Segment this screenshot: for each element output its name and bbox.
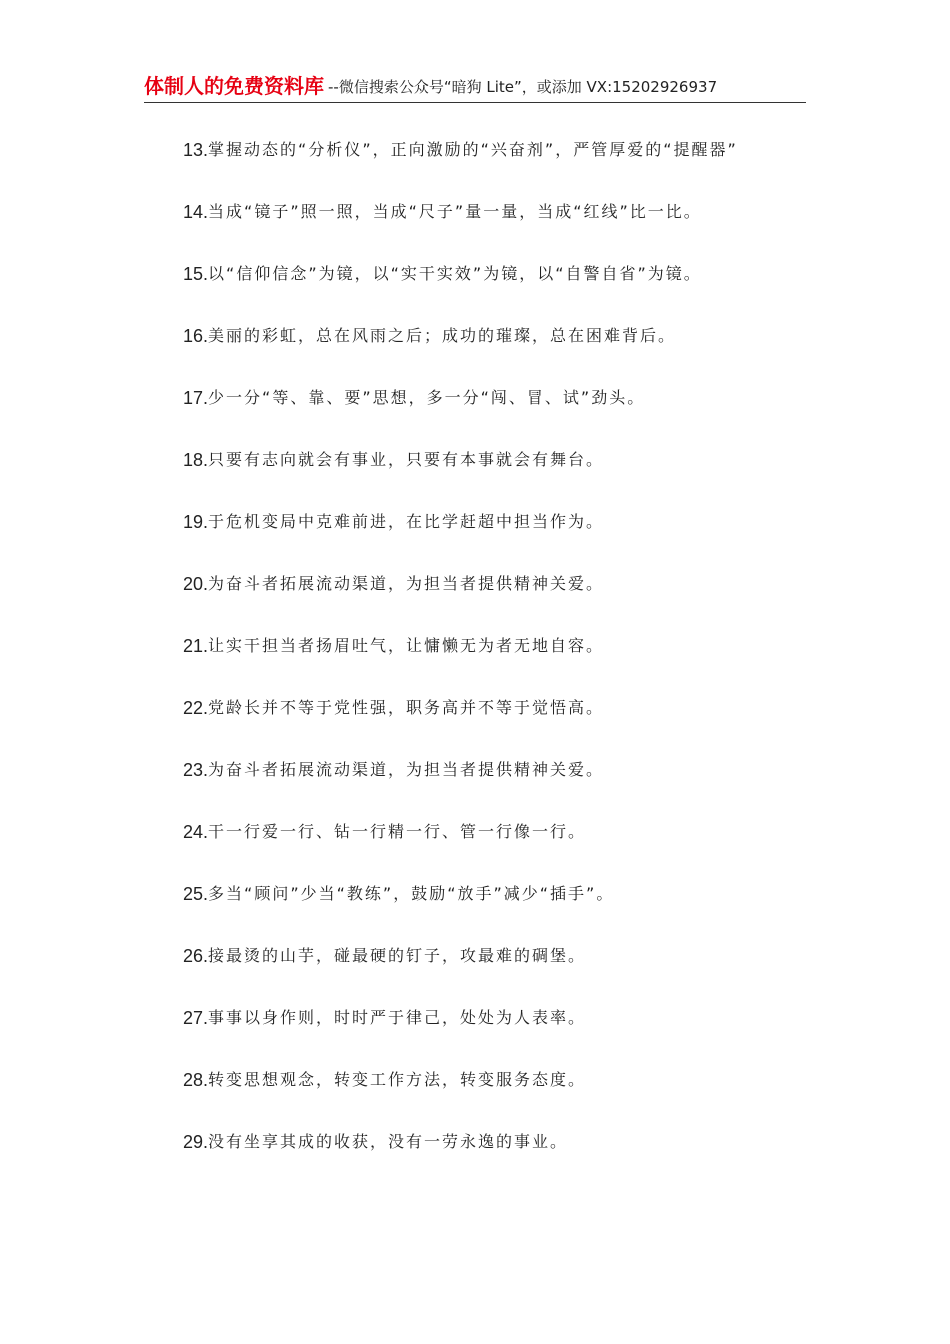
item-text: 没有坐享其成的收获，没有一劳永逸的事业。 — [208, 1132, 569, 1151]
item-number: 18. — [183, 450, 209, 470]
item-number: 23. — [183, 760, 209, 780]
item-number: 26. — [183, 946, 209, 966]
item-number: 29. — [183, 1132, 209, 1152]
list-item — [183, 200, 823, 262]
list-item — [183, 262, 823, 324]
item-text: 多当“顾问”少当“教练”，鼓励“放手”减少“插手”。 — [208, 884, 615, 903]
item-text: 转变思想观念，转变工作方法，转变服务态度。 — [208, 1070, 587, 1089]
list-item — [183, 324, 823, 386]
item-number: 22. — [183, 698, 209, 718]
item-number: 20. — [183, 574, 209, 594]
item-text: 党龄长并不等于党性强，职务高并不等于觉悟高。 — [208, 698, 605, 717]
item-text: 为奋斗者拓展流动渠道，为担当者提供精神关爱。 — [208, 760, 605, 779]
list-item — [183, 634, 823, 696]
item-number: 15. — [183, 264, 209, 284]
item-text: 让实干担当者扬眉吐气，让慵懒无为者无地自容。 — [208, 636, 605, 655]
list-item — [183, 510, 823, 572]
item-number: 27. — [183, 1008, 209, 1028]
item-number: 17. — [183, 388, 209, 408]
item-text: 当成“镜子”照一照，当成“尺子”量一量，当成“红线”比一比。 — [208, 202, 702, 221]
list-item — [183, 944, 823, 1006]
item-number: 28. — [183, 1070, 209, 1090]
list-item — [183, 386, 823, 448]
list-item — [183, 696, 823, 758]
item-number: 19. — [183, 512, 209, 532]
list-item — [183, 448, 823, 510]
header-contact-info: --微信搜索公众号“暗狗 Lite”，或添加 VX:15202926937 — [328, 78, 718, 96]
list-item — [183, 758, 823, 820]
list-item — [183, 820, 823, 882]
list-item — [183, 1130, 823, 1192]
list-item — [183, 572, 823, 634]
item-text: 美丽的彩虹，总在风雨之后；成功的璀璨，总在困难背后。 — [208, 326, 677, 345]
item-text: 事事以身作则，时时严于律己，处处为人表率。 — [208, 1008, 587, 1027]
item-text: 只要有志向就会有事业，只要有本事就会有舞台。 — [208, 450, 605, 469]
slogan-list — [183, 138, 823, 1192]
item-number: 21. — [183, 636, 209, 656]
list-item — [183, 1006, 823, 1068]
header-brand: 体制人的免费资料库 — [144, 74, 324, 98]
item-number: 14. — [183, 202, 209, 222]
item-number: 13. — [183, 140, 209, 160]
item-text: 以“信仰信念”为镜，以“实干实效”为镜，以“自警自省”为镜。 — [208, 264, 702, 283]
item-text: 干一行爱一行、钻一行精一行、管一行像一行。 — [208, 822, 587, 841]
list-item — [183, 138, 823, 200]
list-item — [183, 1068, 823, 1130]
item-text: 接最烫的山芋，碰最硬的钉子，攻最难的碉堡。 — [208, 946, 587, 965]
item-number: 16. — [183, 326, 209, 346]
page-header — [144, 72, 806, 103]
item-number: 24. — [183, 822, 209, 842]
item-text: 于危机变局中克难前进，在比学赶超中担当作为。 — [208, 512, 605, 531]
item-number: 25. — [183, 884, 209, 904]
item-text: 掌握动态的“分析仪”，正向激励的“兴奋剂”，严管厚爱的“提醒器” — [208, 140, 738, 159]
list-item — [183, 882, 823, 944]
item-text: 为奋斗者拓展流动渠道，为担当者提供精神关爱。 — [208, 574, 605, 593]
item-text: 少一分“等、靠、要”思想，多一分“闯、冒、试”劲头。 — [208, 388, 646, 407]
